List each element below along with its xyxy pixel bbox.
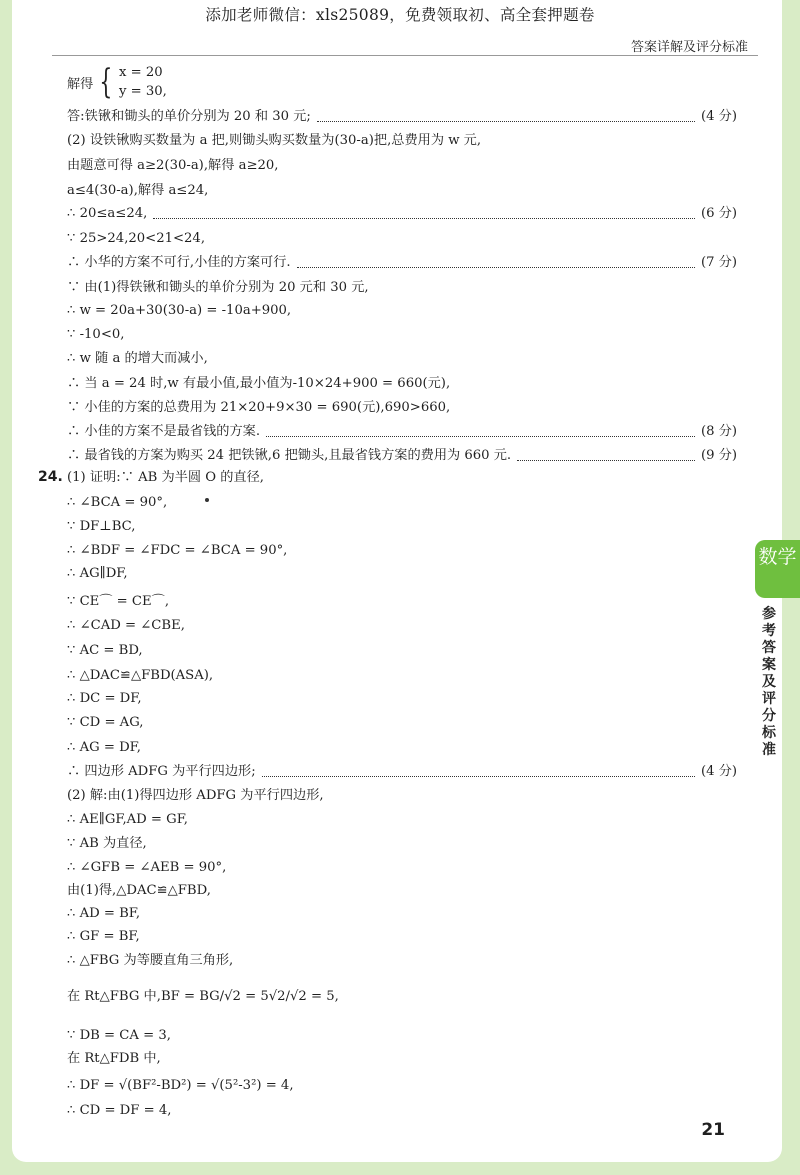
solution-line — [67, 180, 737, 202]
brace-icon: { — [99, 62, 113, 102]
solution-line — [67, 252, 737, 274]
solution-line — [67, 880, 737, 902]
leader-dots — [297, 267, 695, 268]
line-text: ∴ 小佳的方案不是最省钱的方案. — [67, 424, 261, 439]
line-text: 在 Rt△FBG 中,BF = BG/√2 = 5√2/√2 = 5, — [67, 989, 339, 1004]
subject-tab: 数学 — [755, 540, 800, 598]
solution-line — [67, 130, 737, 152]
line-text: 由(1)得,△DAC≌△FBD, — [67, 883, 211, 898]
solution-line — [67, 397, 737, 419]
solution-line — [67, 903, 737, 925]
solution-line — [67, 155, 737, 177]
solution-line — [67, 950, 737, 972]
leader-dots — [262, 776, 695, 777]
solution-line — [67, 516, 737, 538]
line-text: (1) 证明:∵ AB 为半圆 O 的直径, — [67, 470, 264, 485]
solution-line — [67, 1048, 737, 1070]
solution-line — [67, 591, 737, 613]
line-text: ∴ DC = DF, — [67, 691, 142, 706]
line-text: 由题意可得 a≥2(30-a),解得 a≥20, — [67, 158, 279, 173]
score-label: (4 分) — [700, 109, 737, 124]
solution-line — [67, 540, 737, 562]
line-text: ∵ AB 为直径, — [67, 836, 147, 851]
solution-line — [67, 737, 737, 759]
leader-dots — [266, 436, 695, 437]
line-text: ∴ ∠BDF = ∠FDC = ∠BCA = 90°, — [67, 543, 288, 558]
system-row: y = 30, — [119, 84, 167, 99]
solution-line — [67, 857, 737, 879]
line-text: ∴ 小华的方案不可行,小佳的方案可行. — [67, 255, 291, 270]
solution-line — [67, 445, 737, 467]
line-text: ∴ AE∥GF,AD = GF, — [67, 812, 188, 827]
line-text: a≤4(30-a),解得 a≤24, — [67, 183, 209, 198]
line-text: ∴ 最省钱的方案为购买 24 把铁锹,6 把锄头,且最省钱方案的费用为 660 元. — [67, 448, 512, 463]
solution-line — [67, 203, 737, 225]
solve-label: 解得 — [67, 76, 94, 92]
line-text: ∴ AD = BF, — [67, 906, 141, 921]
line-text: 在 Rt△FDB 中, — [67, 1051, 161, 1066]
line-text: ∵ -10<0, — [67, 327, 125, 342]
line-text: ∴ CD = DF = 4, — [67, 1103, 172, 1118]
solution-line — [67, 492, 737, 514]
solution-line — [67, 467, 737, 489]
line-text: ∵ DB = CA = 3, — [67, 1028, 171, 1043]
score-label: (6 分) — [700, 206, 737, 221]
line-text: ∵ 25>24,20<21<24, — [67, 231, 206, 246]
line-text: ∵ DF⊥BC, — [67, 519, 136, 534]
line-text: ∵ 小佳的方案的总费用为 21×20+9×30 = 690(元),690>660, — [67, 400, 451, 415]
solution-line — [67, 640, 737, 662]
solution-line — [67, 809, 737, 831]
solution-line — [67, 1075, 737, 1097]
solution-line — [67, 106, 737, 128]
line-text: ∴ w = 20a+30(30-a) = -10a+900, — [67, 303, 292, 318]
line-text: ∴ ∠CAD = ∠CBE, — [67, 618, 185, 633]
stray-dot — [205, 498, 209, 502]
solution-line — [67, 926, 737, 948]
equation-system — [67, 62, 167, 102]
solution-line — [67, 563, 737, 585]
solution-line — [67, 1100, 737, 1122]
line-text: ∵ 由(1)得铁锹和锄头的单价分别为 20 元和 30 元, — [67, 280, 369, 295]
score-label: (8 分) — [700, 424, 737, 439]
line-text: ∴ 20≤a≤24, — [67, 206, 148, 221]
solution-line — [67, 300, 737, 322]
solution-line — [67, 324, 737, 346]
line-text: (2) 解:由(1)得四边形 ADFG 为平行四边形, — [67, 788, 324, 803]
solution-line — [67, 833, 737, 855]
leader-dots — [153, 218, 695, 219]
line-text: ∴ DF = √(BF²-BD²) = √(5²-3²) = 4, — [67, 1078, 294, 1093]
page-number: 21 — [701, 1120, 725, 1140]
line-text: ∴ GF = BF, — [67, 929, 140, 944]
score-label: (4 分) — [700, 764, 737, 779]
solution-line — [67, 785, 737, 807]
line-text: ∴ 当 a = 24 时,w 有最小值,最小值为-10×24+900 = 660(元), — [67, 376, 451, 391]
question-number: 24. — [38, 469, 63, 485]
solution-line — [67, 1025, 737, 1047]
line-text: 答:铁锹和锄头的单价分别为 20 和 30 元; — [67, 109, 311, 124]
score-label: (9 分) — [700, 448, 737, 463]
line-text: ∵ AC = BD, — [67, 643, 143, 658]
leader-dots — [517, 460, 695, 461]
top-banner: 添加老师微信：xls25089，免费领取初、高全套押题卷 — [205, 6, 595, 24]
solution-line — [67, 348, 737, 370]
solution-line — [67, 421, 737, 443]
solution-line — [67, 712, 737, 734]
system-row: x = 20 — [119, 65, 163, 80]
line-text: ∴ w 随 a 的增大而减小, — [67, 351, 208, 366]
solution-line — [67, 688, 737, 710]
line-text: ∴ △FBG 为等腰直角三角形, — [67, 953, 234, 968]
leader-dots — [317, 121, 695, 122]
line-text: ∴ △DAC≌△FBD(ASA), — [67, 668, 214, 683]
solution-line — [67, 986, 737, 1008]
header-divider — [52, 55, 758, 56]
line-text: ∵ CE⌒ = CE⌒, — [67, 594, 170, 609]
line-text: ∴ AG∥DF, — [67, 566, 128, 581]
line-text: (2) 设铁锹购买数量为 a 把,则锄头购买数量为(30-a)把,总费用为 w 元, — [67, 133, 482, 148]
line-text: ∴ ∠BCA = 90°, — [67, 495, 168, 510]
line-text: ∴ ∠GFB = ∠AEB = 90°, — [67, 860, 227, 875]
solution-line — [67, 228, 737, 250]
solution-line — [67, 615, 737, 637]
line-text: ∴ 四边形 ADFG 为平行四边形; — [67, 764, 256, 779]
line-text: ∵ CD = AG, — [67, 715, 144, 730]
solution-line — [67, 277, 737, 299]
solution-line — [67, 665, 737, 687]
solution-line — [67, 373, 737, 395]
score-label: (7 分) — [700, 255, 737, 270]
side-label: 参考答案及评分标准 — [762, 606, 776, 758]
running-header: 答案详解及评分标准 — [630, 40, 748, 55]
line-text: ∴ AG = DF, — [67, 740, 141, 755]
solution-line — [67, 761, 737, 783]
